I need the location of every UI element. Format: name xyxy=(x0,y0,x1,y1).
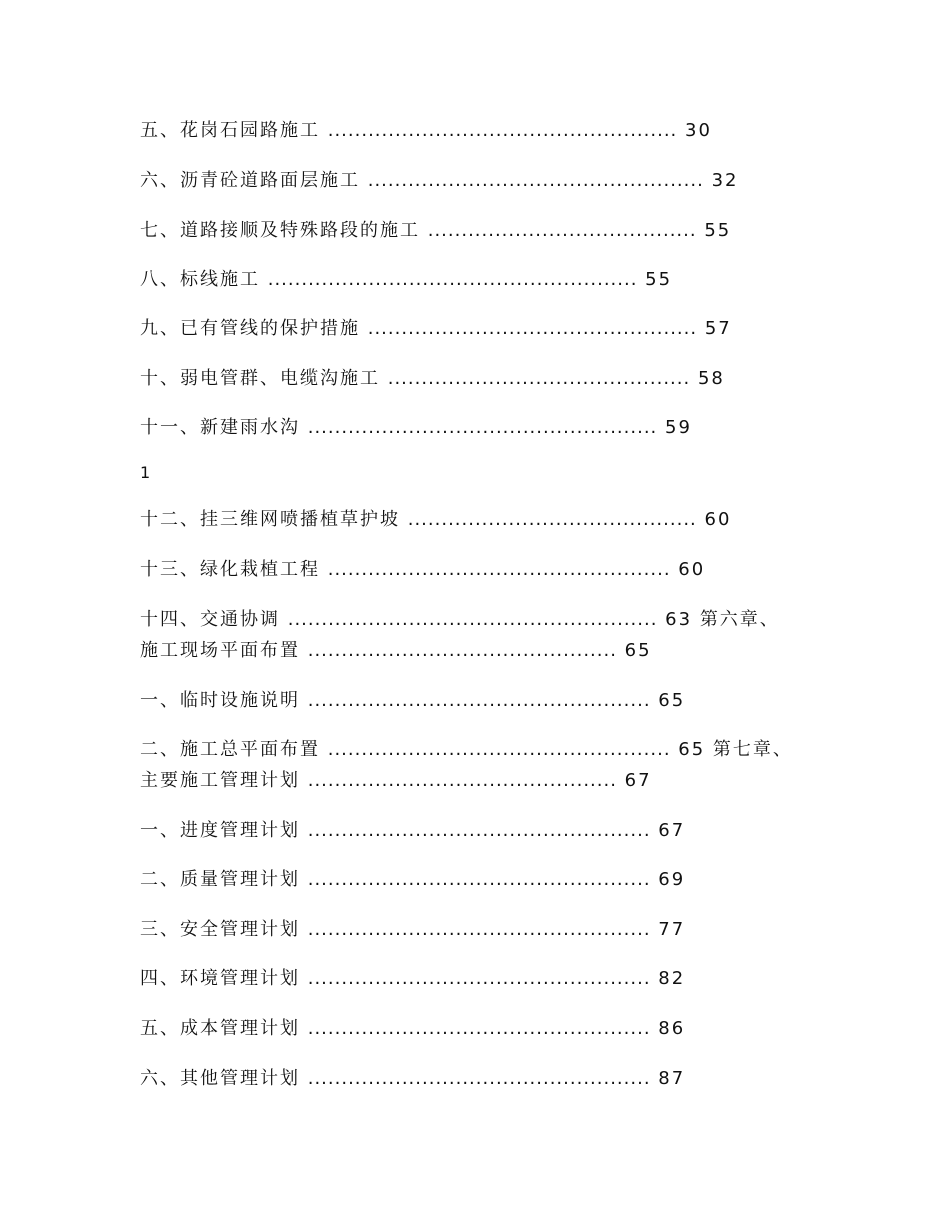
toc-entry[interactable] xyxy=(140,967,685,991)
toc-entry-page: 87 xyxy=(658,1068,686,1089)
toc-entry[interactable] xyxy=(140,317,732,341)
toc-entry-title: 八、标线施工 xyxy=(140,269,260,290)
toc-entry-leader: ................................................. xyxy=(367,318,698,339)
toc-entry-leader: ................................................... xyxy=(327,559,671,580)
toc-entry-leader: .............................................. xyxy=(307,640,617,661)
toc-entry[interactable] xyxy=(140,769,652,793)
toc-entry-title: 十二、挂三维网喷播植草护坡 xyxy=(140,509,400,530)
toc-entry[interactable] xyxy=(140,689,685,713)
toc-entry-leader: .................................................... xyxy=(327,120,678,141)
toc-entry-leader: ........................................... xyxy=(407,509,697,530)
toc-entry-page: 65 xyxy=(624,640,652,661)
toc-entry-title: 六、沥青砼道路面层施工 xyxy=(140,170,360,191)
toc-entry-page: 77 xyxy=(658,919,686,940)
toc-entry-page: 65 xyxy=(678,739,706,760)
toc-entry-page: 65 xyxy=(658,690,686,711)
toc-entry-title: 二、质量管理计划 xyxy=(140,869,300,890)
toc-entry-leader: ....................................................... xyxy=(287,609,658,630)
toc-entry-title: 十四、交通协调 xyxy=(140,609,280,630)
toc-entry-title: 三、安全管理计划 xyxy=(140,919,300,940)
toc-entry[interactable] xyxy=(140,918,685,942)
toc-entry-page: 59 xyxy=(665,417,692,438)
toc-entry-title: 七、道路接顺及特殊路段的施工 xyxy=(140,220,420,241)
toc-entry-page: 86 xyxy=(658,1018,686,1039)
toc-entry-title: 施工现场平面布置 xyxy=(140,640,300,661)
toc-entry[interactable] xyxy=(140,367,725,391)
toc-entry-leader: ................................................... xyxy=(307,869,651,890)
toc-entry-page: 32 xyxy=(711,170,739,191)
toc-entry-page: 69 xyxy=(658,869,686,890)
toc-entry[interactable] xyxy=(140,169,738,193)
toc-entry-page: 60 xyxy=(704,509,732,530)
toc-entry-leader: ................................................... xyxy=(307,820,651,841)
toc-entry-title: 五、花岗石园路施工 xyxy=(140,120,320,141)
toc-entry-title: 四、环境管理计划 xyxy=(140,968,300,989)
toc-entry[interactable] xyxy=(140,508,731,532)
toc-entry-title: 十一、新建雨水沟 xyxy=(140,417,300,438)
toc-entry-leader: .................................................... xyxy=(307,417,658,438)
toc-entry-title: 五、成本管理计划 xyxy=(140,1018,300,1039)
toc-entry-title: 六、其他管理计划 xyxy=(140,1068,300,1089)
toc-entry[interactable] xyxy=(140,119,712,143)
toc-entry-title: 二、施工总平面布置 xyxy=(140,739,320,760)
toc-entry-leader: ................................................... xyxy=(307,919,651,940)
page-number: 1 xyxy=(140,463,151,482)
toc-entry[interactable] xyxy=(140,868,685,892)
toc-entry[interactable] xyxy=(140,1067,685,1091)
toc-entry-title: 主要施工管理计划 xyxy=(140,770,300,791)
toc-entry[interactable] xyxy=(140,558,705,582)
toc-entry-page: 55 xyxy=(645,269,673,290)
toc-entry-title: 十、弱电管群、电缆沟施工 xyxy=(140,368,380,389)
toc-entry-leader: .................................................. xyxy=(367,170,704,191)
toc-entry[interactable] xyxy=(140,1017,685,1041)
toc-entry-title: 十三、绿化栽植工程 xyxy=(140,559,320,580)
toc-entry-title: 一、临时设施说明 xyxy=(140,690,300,711)
toc-entry-chapter: 第七章、 xyxy=(712,739,793,760)
toc-entry-leader: ........................................ xyxy=(427,220,697,241)
toc-entry-leader: ................................................... xyxy=(307,968,651,989)
toc-entry-page: 30 xyxy=(685,120,712,141)
toc-entry-title: 九、已有管线的保护措施 xyxy=(140,318,360,339)
toc-entry-leader: ................................................... xyxy=(307,690,651,711)
toc-entry-page: 60 xyxy=(678,559,706,580)
toc-entry[interactable] xyxy=(140,819,685,843)
toc-entry-leader: ................................................... xyxy=(327,739,671,760)
toc-entry-title: 一、进度管理计划 xyxy=(140,820,300,841)
toc-entry[interactable] xyxy=(140,738,793,762)
toc-entry-leader: ............................................. xyxy=(387,368,691,389)
toc-entry[interactable] xyxy=(140,608,780,632)
toc-entry-page: 57 xyxy=(704,318,732,339)
toc-entry-page: 82 xyxy=(658,968,686,989)
toc-entry-page: 67 xyxy=(658,820,686,841)
toc-entry-page: 55 xyxy=(704,220,732,241)
toc-entry[interactable] xyxy=(140,268,672,292)
toc-entry-leader: ....................................................... xyxy=(267,269,638,290)
toc-entry-leader: ................................................... xyxy=(307,1068,651,1089)
toc-entry-page: 63 xyxy=(665,609,693,630)
toc-entry-page: 58 xyxy=(697,368,725,389)
toc-entry-leader: .............................................. xyxy=(307,770,617,791)
toc-entry[interactable] xyxy=(140,416,692,440)
toc-entry-chapter: 第六章、 xyxy=(699,609,780,630)
toc-entry-leader: ................................................... xyxy=(307,1018,651,1039)
toc-entry[interactable] xyxy=(140,639,652,663)
toc-entry[interactable] xyxy=(140,219,731,243)
toc-entry-page: 67 xyxy=(624,770,652,791)
